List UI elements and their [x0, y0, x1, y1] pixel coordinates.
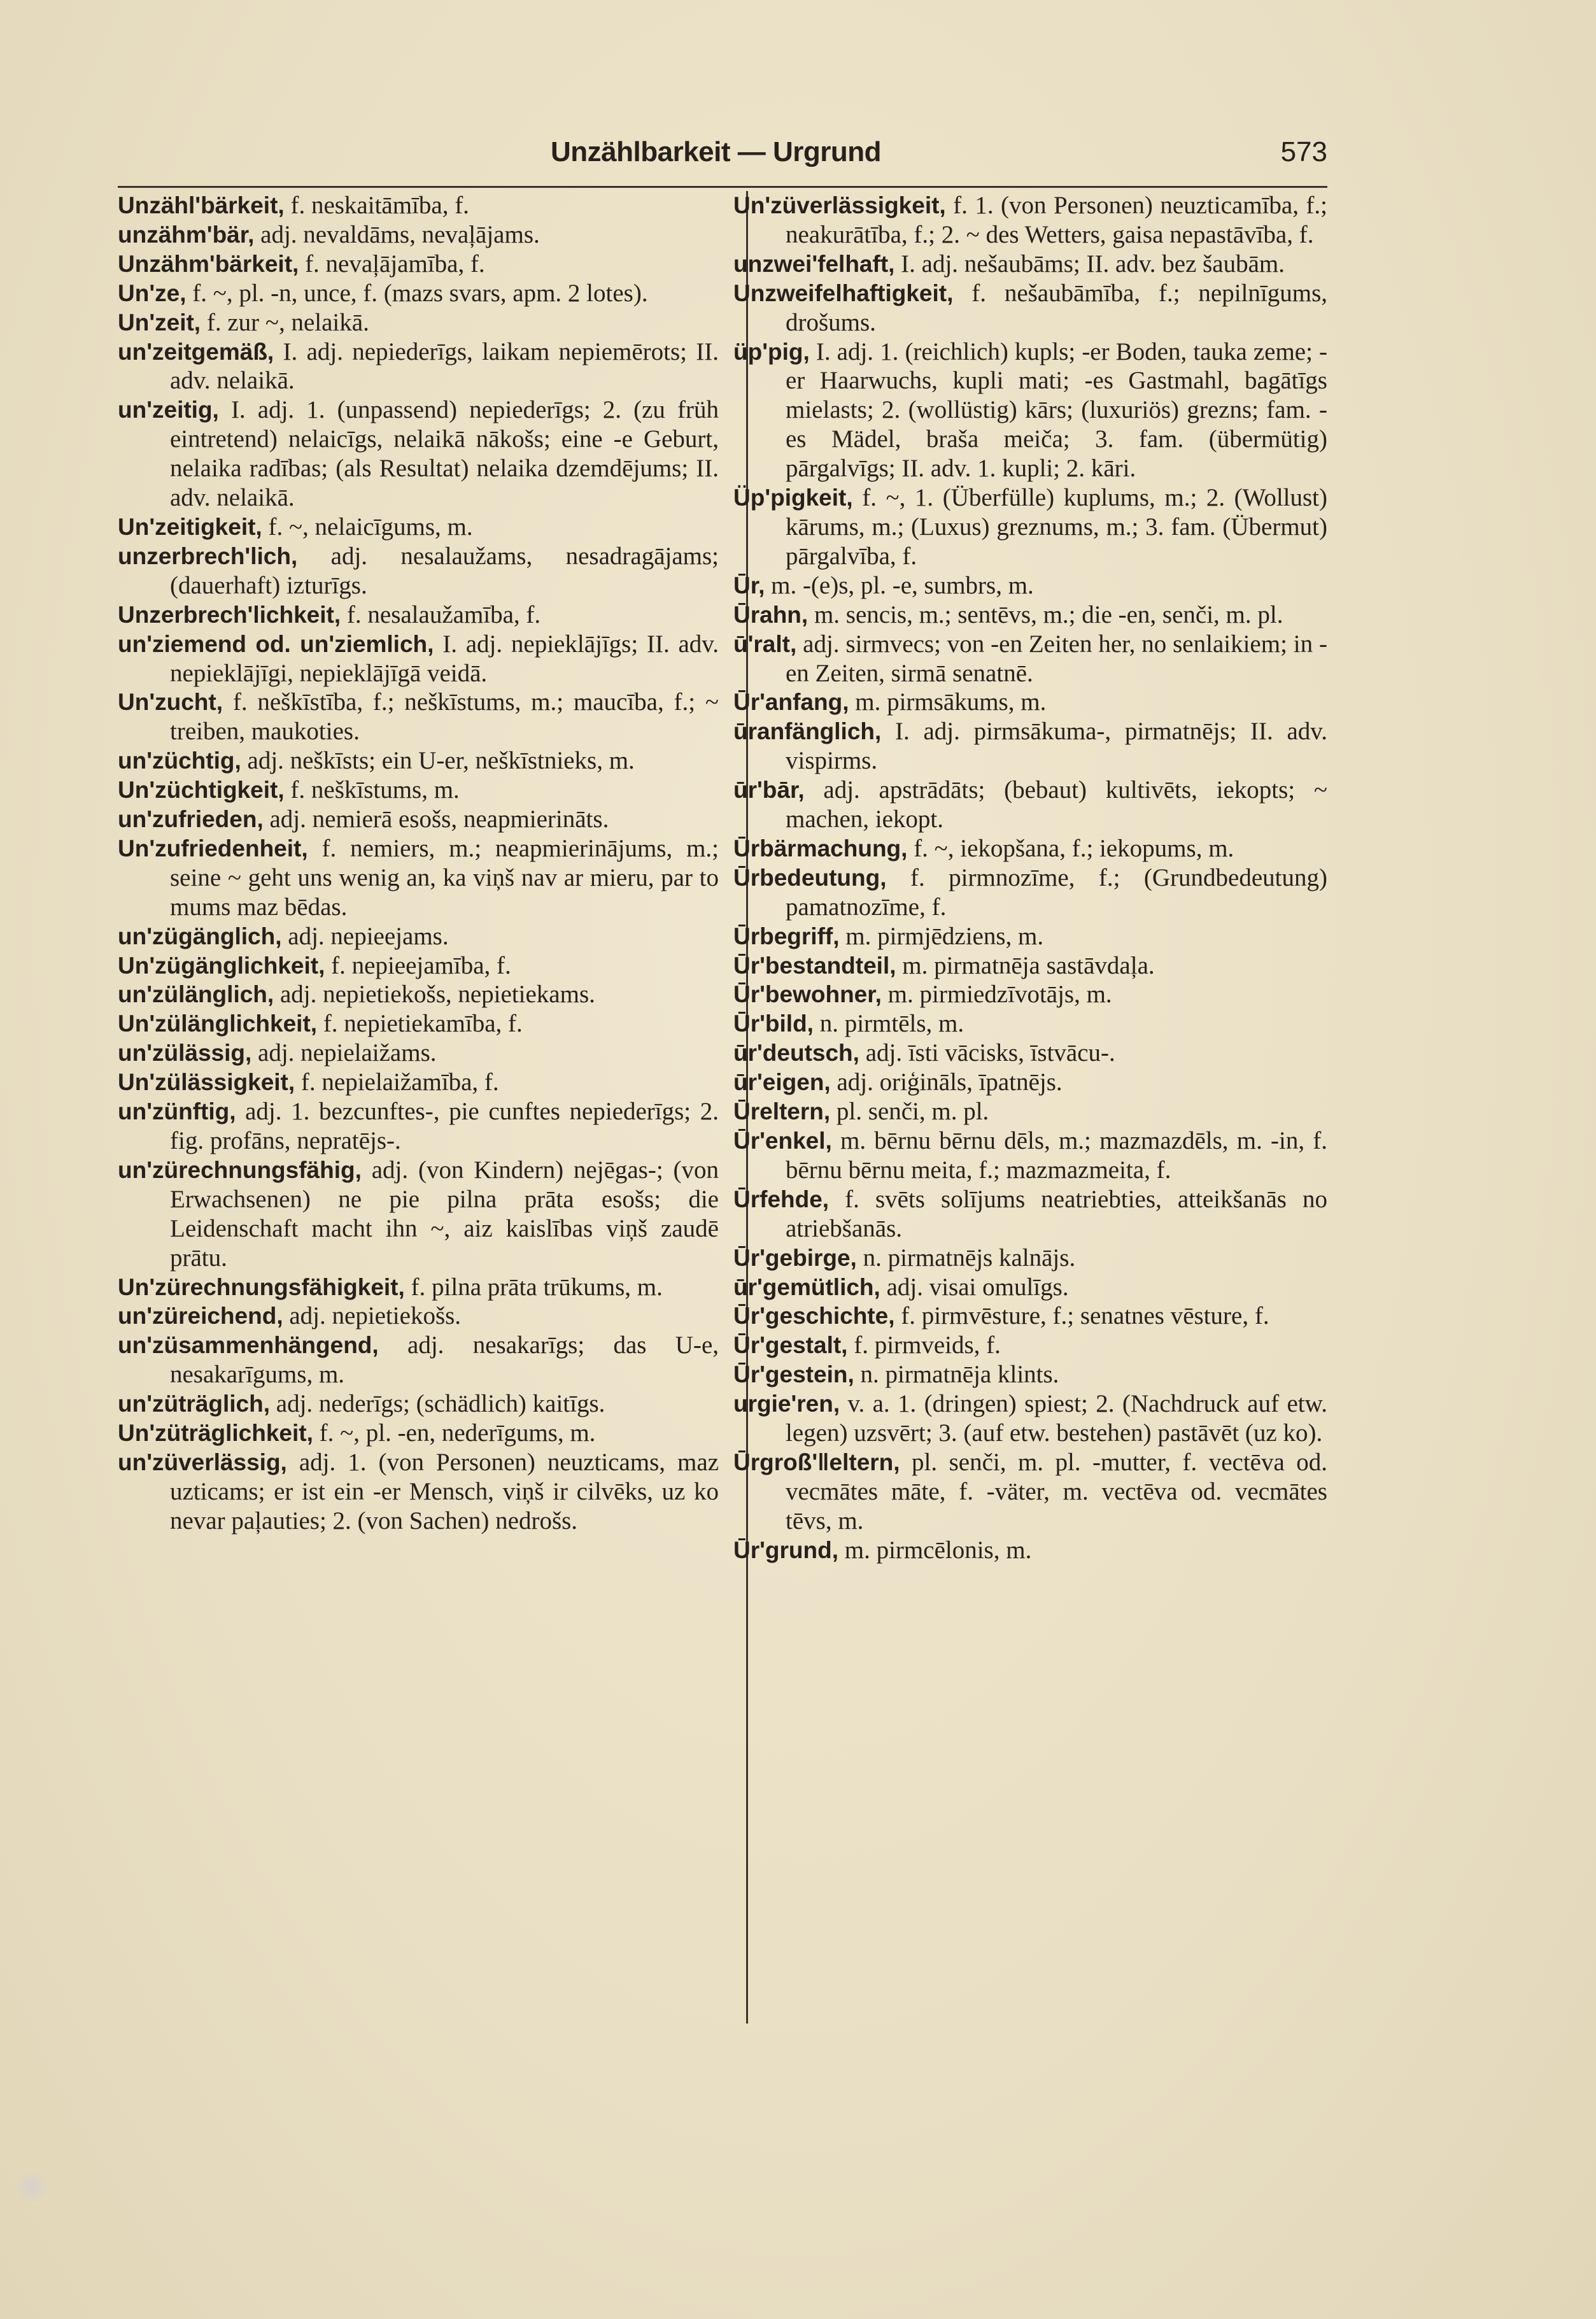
- entry-headword: un'züträglich,: [118, 1391, 271, 1417]
- entry-definition: m. pirmcēlonis, m.: [844, 1536, 1032, 1564]
- entry-definition: I. adj. nešaubāms; II. adv. bez šaubām.: [901, 250, 1285, 278]
- entry-definition: adj. oriģināls, īpatnējs.: [837, 1068, 1063, 1096]
- dictionary-entry: [733, 922, 1327, 951]
- entry-definition: f. ~, iekopšana, f.; iekopums, m.: [914, 834, 1234, 862]
- entry-headword: Un'zeit,: [118, 309, 201, 336]
- dictionary-entry: [118, 746, 719, 776]
- entry-headword: Ūrfehde,: [733, 1186, 830, 1212]
- dictionary-entry: [733, 337, 1327, 484]
- entry-headword: Unzweifelhaftigkeit,: [733, 280, 954, 306]
- entry-headword: Ūr'geschichte,: [733, 1303, 895, 1330]
- dictionary-entry: [118, 630, 719, 688]
- entry-definition: I. adj. pirmsākuma-, pirmatnējs; II. adv. vispirms.: [786, 718, 1327, 775]
- entry-definition: f. pilna prāta trūkums, m.: [411, 1273, 663, 1301]
- dictionary-entry: [733, 571, 1327, 600]
- entry-headword: un'züreichend,: [118, 1303, 283, 1330]
- entry-headword: un'ziemend od. un'ziemlich,: [118, 630, 434, 657]
- entry-headword: Ūrbedeutung,: [733, 864, 887, 891]
- running-head: Unzählbarkeit — Urgrund: [551, 136, 881, 167]
- entry-definition: f. nepieejamība, f.: [331, 951, 511, 979]
- entry-headword: Un'zülänglichkeit,: [118, 1011, 318, 1037]
- entry-headword: Ūr'gestein,: [733, 1361, 854, 1388]
- entry-headword: Ūr'bewohner,: [733, 981, 882, 1008]
- entry-headword: un'züverlässig,: [118, 1449, 287, 1475]
- dictionary-entry: [118, 1156, 719, 1273]
- entry-definition: pl. senči, m. pl.: [836, 1098, 989, 1126]
- dictionary-entry: [733, 483, 1327, 571]
- page-number: 573: [1280, 136, 1327, 167]
- paper-stain: [13, 2171, 51, 2203]
- entry-definition: adj. nesalaužams, nesadragājams; (dauerhaft) izturīgs.: [170, 542, 719, 599]
- dictionary-entry: [118, 191, 719, 220]
- entry-definition: f. nesalaužamība, f.: [346, 600, 541, 628]
- entry-definition: f. nevaļājamība, f.: [305, 250, 485, 278]
- dictionary-entry: [733, 630, 1327, 688]
- entry-definition: f. neškīstums, m.: [290, 776, 460, 804]
- entry-definition: m. bērnu bērnu dēls, m.; mazmazdēls, m. -in, f. bērnu bērnu meita, f.; mazmazmeita, f.: [786, 1127, 1327, 1184]
- entry-definition: f. nepielaižamība, f.: [300, 1068, 499, 1096]
- entry-headword: Ūr'gestalt,: [733, 1332, 848, 1359]
- page-header: [118, 132, 1327, 177]
- entry-definition: adj. īsti vācisks, īstvācu-.: [865, 1039, 1115, 1067]
- entry-definition: I. adj. 1. (unpassend) nepiederīgs; 2. (zu früh eintretend) nelaicīgs, nelaikā nākošs; eine -e Geburt, nelaika radības; (als Resultat) nelaika dzemdējums; II. adv. nelaikā.: [170, 396, 719, 512]
- dictionary-entry: [733, 980, 1327, 1009]
- entry-headword: ūranfänglich,: [733, 718, 882, 745]
- dictionary-entry: [733, 688, 1327, 717]
- dictionary-entry: [733, 250, 1327, 279]
- entry-definition: f. pirmnozīme, f.; (Grundbedeutung) pamatnozīme, f.: [786, 863, 1328, 921]
- entry-definition: f. neškīstība, f.; neškīstums, m.; maucība, f.; ~ treiben, maukoties.: [170, 688, 719, 746]
- dictionary-entry: [733, 1185, 1327, 1244]
- dictionary-entry: [118, 1009, 719, 1039]
- entry-definition: m. -(e)s, pl. -e, sumbrs, m.: [771, 571, 1034, 599]
- dictionary-entry: [118, 980, 719, 1009]
- dictionary-entry: [118, 1448, 719, 1536]
- entry-headword: Un'züträglichkeit,: [118, 1420, 313, 1447]
- entry-definition: m. sencis, m.; sentēvs, m.; die -en, senči, m. pl.: [814, 600, 1283, 628]
- entry-definition: adj. nepielaižams.: [258, 1039, 437, 1067]
- entry-definition: f. nemiers, m.; neapmierinājums, m.; seine ~ geht uns wenig an, ka viņš nav ar mieru, par to mums maz bēdas.: [170, 834, 719, 921]
- entry-headword: Unzähm'bärkeit,: [118, 250, 299, 277]
- dictionary-entry: [118, 1273, 719, 1302]
- dictionary-entry: [118, 337, 719, 396]
- entry-definition: adj. 1. bezcunftes-, pie cunftes nepiederīgs; 2. fig. profāns, nepratējs-.: [170, 1098, 719, 1154]
- entry-headword: Un'zügänglichkeit,: [118, 952, 325, 979]
- dictionary-entry: [118, 1419, 719, 1448]
- dictionary-entry: [733, 1536, 1327, 1565]
- dictionary-entry: [118, 220, 719, 250]
- entry-definition: f. pirmvēsture, f.; senatnes vēsture, f.: [901, 1302, 1269, 1330]
- entry-definition: f. 1. (von Personen) neuzticamība, f.; neakurātība, f.; 2. ~ des Wetters, gaisa nepastāvība, f.: [786, 192, 1327, 248]
- entry-definition: m. pirmjēdziens, m.: [845, 922, 1044, 950]
- entry-definition: f. ~, pl. -en, nederīgums, m.: [319, 1419, 596, 1447]
- entry-definition: m. pirmiedzīvotājs, m.: [887, 981, 1112, 1009]
- entry-definition: I. adj. nepieklājīgs; II. adv. nepieklājīgi, nepieklājīgā veidā.: [170, 630, 719, 687]
- entry-headword: un'zürechnungsfähig,: [118, 1156, 362, 1183]
- entry-definition: f. ~, pl. -n, unce, f. (mazs svars, apm. 2 lotes).: [192, 279, 648, 307]
- entry-definition: adj. (von Kindern) nejēgas-; (von Erwachsenen) ne pie pilna prāta esošs; die Leidenschaft macht ihn ~, aiz kaislības viņš zaudē prātu.: [170, 1156, 719, 1272]
- entry-headword: unzwei'felhaft,: [733, 250, 895, 277]
- entry-definition: adj. nesakarīgs; das U-e, nesakarīgums, m.: [170, 1331, 719, 1389]
- dictionary-entry: [118, 513, 719, 542]
- entry-headword: Un'zülässigkeit,: [118, 1069, 295, 1096]
- dictionary-entry: [118, 250, 719, 279]
- entry-definition: v. a. 1. (dringen) spiest; 2. (Nachdruck auf etw. legen) uzsvērt; 3. (auf etw. bestehen) pastāvēt (uz ko).: [786, 1390, 1328, 1447]
- dictionary-entry: [118, 279, 719, 308]
- entry-headword: Unzähl'bärkeit,: [118, 192, 285, 218]
- entry-headword: Un'zeitigkeit,: [118, 513, 262, 540]
- entry-definition: f. svēts solījums neatriebties, atteikšanās no atriebšanās.: [786, 1185, 1328, 1242]
- dictionary-entry: [733, 717, 1327, 776]
- dictionary-entry: [733, 1126, 1327, 1185]
- entry-definition: f. nepietiekamība, f.: [323, 1010, 523, 1038]
- entry-headword: unzähm'bär,: [118, 221, 255, 248]
- entry-headword: Ūr'bestandteil,: [733, 952, 896, 979]
- dictionary-entry: [733, 1448, 1327, 1536]
- dictionary-entry: [733, 1389, 1327, 1448]
- entry-definition: adj. 1. (von Personen) neuzticams, maz uzticams; er ist ein -er Mensch, viņš ir cilvēks, uz ko nevar paļauties; 2. (von Sachen) nedrošs.: [170, 1448, 719, 1535]
- entry-headword: un'zeitgemäß,: [118, 338, 274, 365]
- entry-headword: un'züsammenhängend,: [118, 1332, 379, 1359]
- entry-headword: Ūr'anfang,: [733, 689, 849, 716]
- left-column: [118, 191, 719, 1536]
- entry-definition: adj. apstrādāts; (bebaut) kultivēts, iekopts; ~ machen, iekopt.: [786, 776, 1327, 833]
- entry-headword: Ūreltern,: [733, 1098, 831, 1125]
- dictionary-entry: [118, 1389, 719, 1419]
- entry-headword: un'zülässig,: [118, 1040, 252, 1067]
- entry-headword: un'zufrieden,: [118, 806, 264, 833]
- entry-headword: ūr'eigen,: [733, 1069, 831, 1096]
- entry-headword: un'zülänglich,: [118, 981, 274, 1008]
- dictionary-entry: [733, 1039, 1327, 1068]
- dictionary-entry: [118, 395, 719, 513]
- dictionary-entry: [733, 1273, 1327, 1302]
- entry-headword: Un'züverlässigkeit,: [733, 192, 946, 218]
- entry-headword: Unzerbrech'lichkeit,: [118, 601, 341, 628]
- dictionary-entry: [118, 951, 719, 981]
- dictionary-entry: [118, 1331, 719, 1389]
- dictionary-entry: [733, 191, 1327, 250]
- entry-headword: Ūrbärmachung,: [733, 835, 908, 862]
- entry-definition: f. ~, 1. (Überfülle) kuplums, m.; 2. (Wollust) kārums, m.; (Luxus) greznums, m.; 3. fam. (Übermut) pārgalvība, f.: [786, 484, 1327, 570]
- entry-definition: f. nešaubāmība, f.; nepilnīgums, drošums.: [786, 279, 1327, 336]
- dictionary-entry: [733, 1097, 1327, 1126]
- dictionary-entry: [118, 600, 719, 630]
- entry-definition: adj. nepietiekošs.: [289, 1302, 462, 1330]
- right-column: [733, 191, 1327, 1565]
- dictionary-entry: [118, 1301, 719, 1331]
- entry-headword: Ūr,: [733, 572, 765, 599]
- entry-definition: f. pirmveids, f.: [854, 1331, 1001, 1359]
- dictionary-entry: [733, 1301, 1327, 1331]
- entry-definition: f. zur ~, nelaikā.: [206, 308, 369, 336]
- dictionary-entry: [733, 1360, 1327, 1389]
- entry-headword: Ūr'grund,: [733, 1536, 839, 1563]
- entry-headword: Un'zürechnungsfähigkeit,: [118, 1273, 405, 1300]
- dictionary-entry: [733, 776, 1327, 834]
- entry-headword: unzerbrech'lich,: [118, 543, 298, 569]
- entry-definition: adj. visai omulīgs.: [886, 1273, 1069, 1301]
- entry-headword: ūr'deutsch,: [733, 1040, 859, 1067]
- entry-definition: n. pirmtēls, m.: [819, 1010, 964, 1038]
- entry-headword: urgie'ren,: [733, 1391, 840, 1417]
- entry-definition: adj. sirmvecs; von -en Zeiten her, no senlaikiem; in -en Zeiten, sirmā senatnē.: [786, 630, 1327, 687]
- entry-headword: Ūr'bild,: [733, 1011, 814, 1037]
- entry-headword: Üp'pigkeit,: [733, 485, 853, 511]
- dictionary-entry: [118, 1039, 719, 1068]
- entry-headword: Un'züchtigkeit,: [118, 777, 285, 804]
- dictionary-entry: [733, 834, 1327, 863]
- entry-headword: üp'pig,: [733, 338, 810, 365]
- entry-headword: un'zeitig,: [118, 397, 219, 423]
- entry-definition: adj. nepieejams.: [288, 922, 449, 950]
- dictionary-entry: [733, 1068, 1327, 1097]
- entry-headword: un'zünftig,: [118, 1098, 236, 1125]
- dictionary-entry: [733, 1244, 1327, 1273]
- dictionary-entry: [733, 951, 1327, 981]
- entry-definition: f. ~, nelaicīgums, m.: [268, 513, 473, 541]
- entry-headword: un'züchtig,: [118, 748, 241, 774]
- entry-definition: adj. nevaldāms, nevaļājams.: [260, 220, 540, 248]
- entry-definition: n. pirmatnēja klints.: [860, 1361, 1059, 1389]
- dictionary-entry: [118, 1097, 719, 1156]
- dictionary-entry: [118, 308, 719, 337]
- entry-definition: n. pirmatnējs kalnājs.: [863, 1244, 1076, 1272]
- header-rule: [118, 186, 1327, 188]
- entry-headword: ūr'gemütlich,: [733, 1273, 880, 1300]
- entry-definition: adj. neškīsts; ein U-er, neškīstnieks, m.: [247, 747, 635, 775]
- entry-headword: Un'zucht,: [118, 689, 223, 716]
- dictionary-entry: [733, 1009, 1327, 1039]
- entry-headword: Ūr'enkel,: [733, 1128, 832, 1154]
- dictionary-entry: [733, 1331, 1327, 1360]
- dictionary-entry: [118, 776, 719, 805]
- dictionary-entry: [118, 688, 719, 746]
- dictionary-entry: [733, 279, 1327, 337]
- entry-definition: adj. nepietiekošs, nepietiekams.: [279, 981, 595, 1009]
- dictionary-entry: [118, 542, 719, 600]
- entry-headword: Un'zufriedenheit,: [118, 835, 308, 862]
- entry-definition: pl. senči, m. pl. -mutter, f. vectēva od. vecmātes māte, f. -väter, m. vectēva od. vecmātes tēvs, m.: [786, 1448, 1327, 1535]
- dictionary-entry: [733, 863, 1327, 922]
- entry-headword: ū'ralt,: [733, 630, 797, 657]
- entry-definition: m. pirmatnēja sastāvdaļa.: [902, 951, 1155, 979]
- entry-headword: ūr'bār,: [733, 777, 805, 804]
- entry-headword: Ūr'gebirge,: [733, 1244, 857, 1271]
- dictionary-entry: [118, 805, 719, 834]
- dictionary-entry: [118, 834, 719, 922]
- entry-definition: m. pirmsākums, m.: [855, 688, 1047, 716]
- entry-headword: Ūrgroß'‖eltern,: [733, 1449, 900, 1475]
- dictionary-entry: [118, 1068, 719, 1097]
- entry-definition: I. adj. nepiederīgs, laikam nepiemērots; II. adv. nelaikā.: [170, 337, 719, 395]
- entry-definition: I. adj. 1. (reichlich) kupls; -er Boden, tauka zeme; -er Haarwuchs, kupli mati; -es Gastmahl, bagātīgs mielasts; 2. (wollüstig) kārs; (luxuriös) grezns; fam. -es Mädel, braša meiča; 3. fam. (übermütig) pārgalvīgs; II. adv. 1. kupli; 2. kāri.: [786, 337, 1328, 483]
- entry-headword: un'zügänglich,: [118, 923, 282, 949]
- entry-definition: adj. nederīgs; (schädlich) kaitīgs.: [276, 1390, 605, 1418]
- entry-headword: Ūrahn,: [733, 601, 809, 628]
- entry-headword: Ūrbegriff,: [733, 923, 840, 949]
- entry-definition: adj. nemierā esošs, neapmierināts.: [269, 805, 609, 833]
- entry-definition: f. neskaitāmība, f.: [290, 192, 469, 219]
- entry-headword: Un'ze,: [118, 280, 187, 306]
- dictionary-entry: [733, 600, 1327, 630]
- dictionary-entry: [118, 922, 719, 951]
